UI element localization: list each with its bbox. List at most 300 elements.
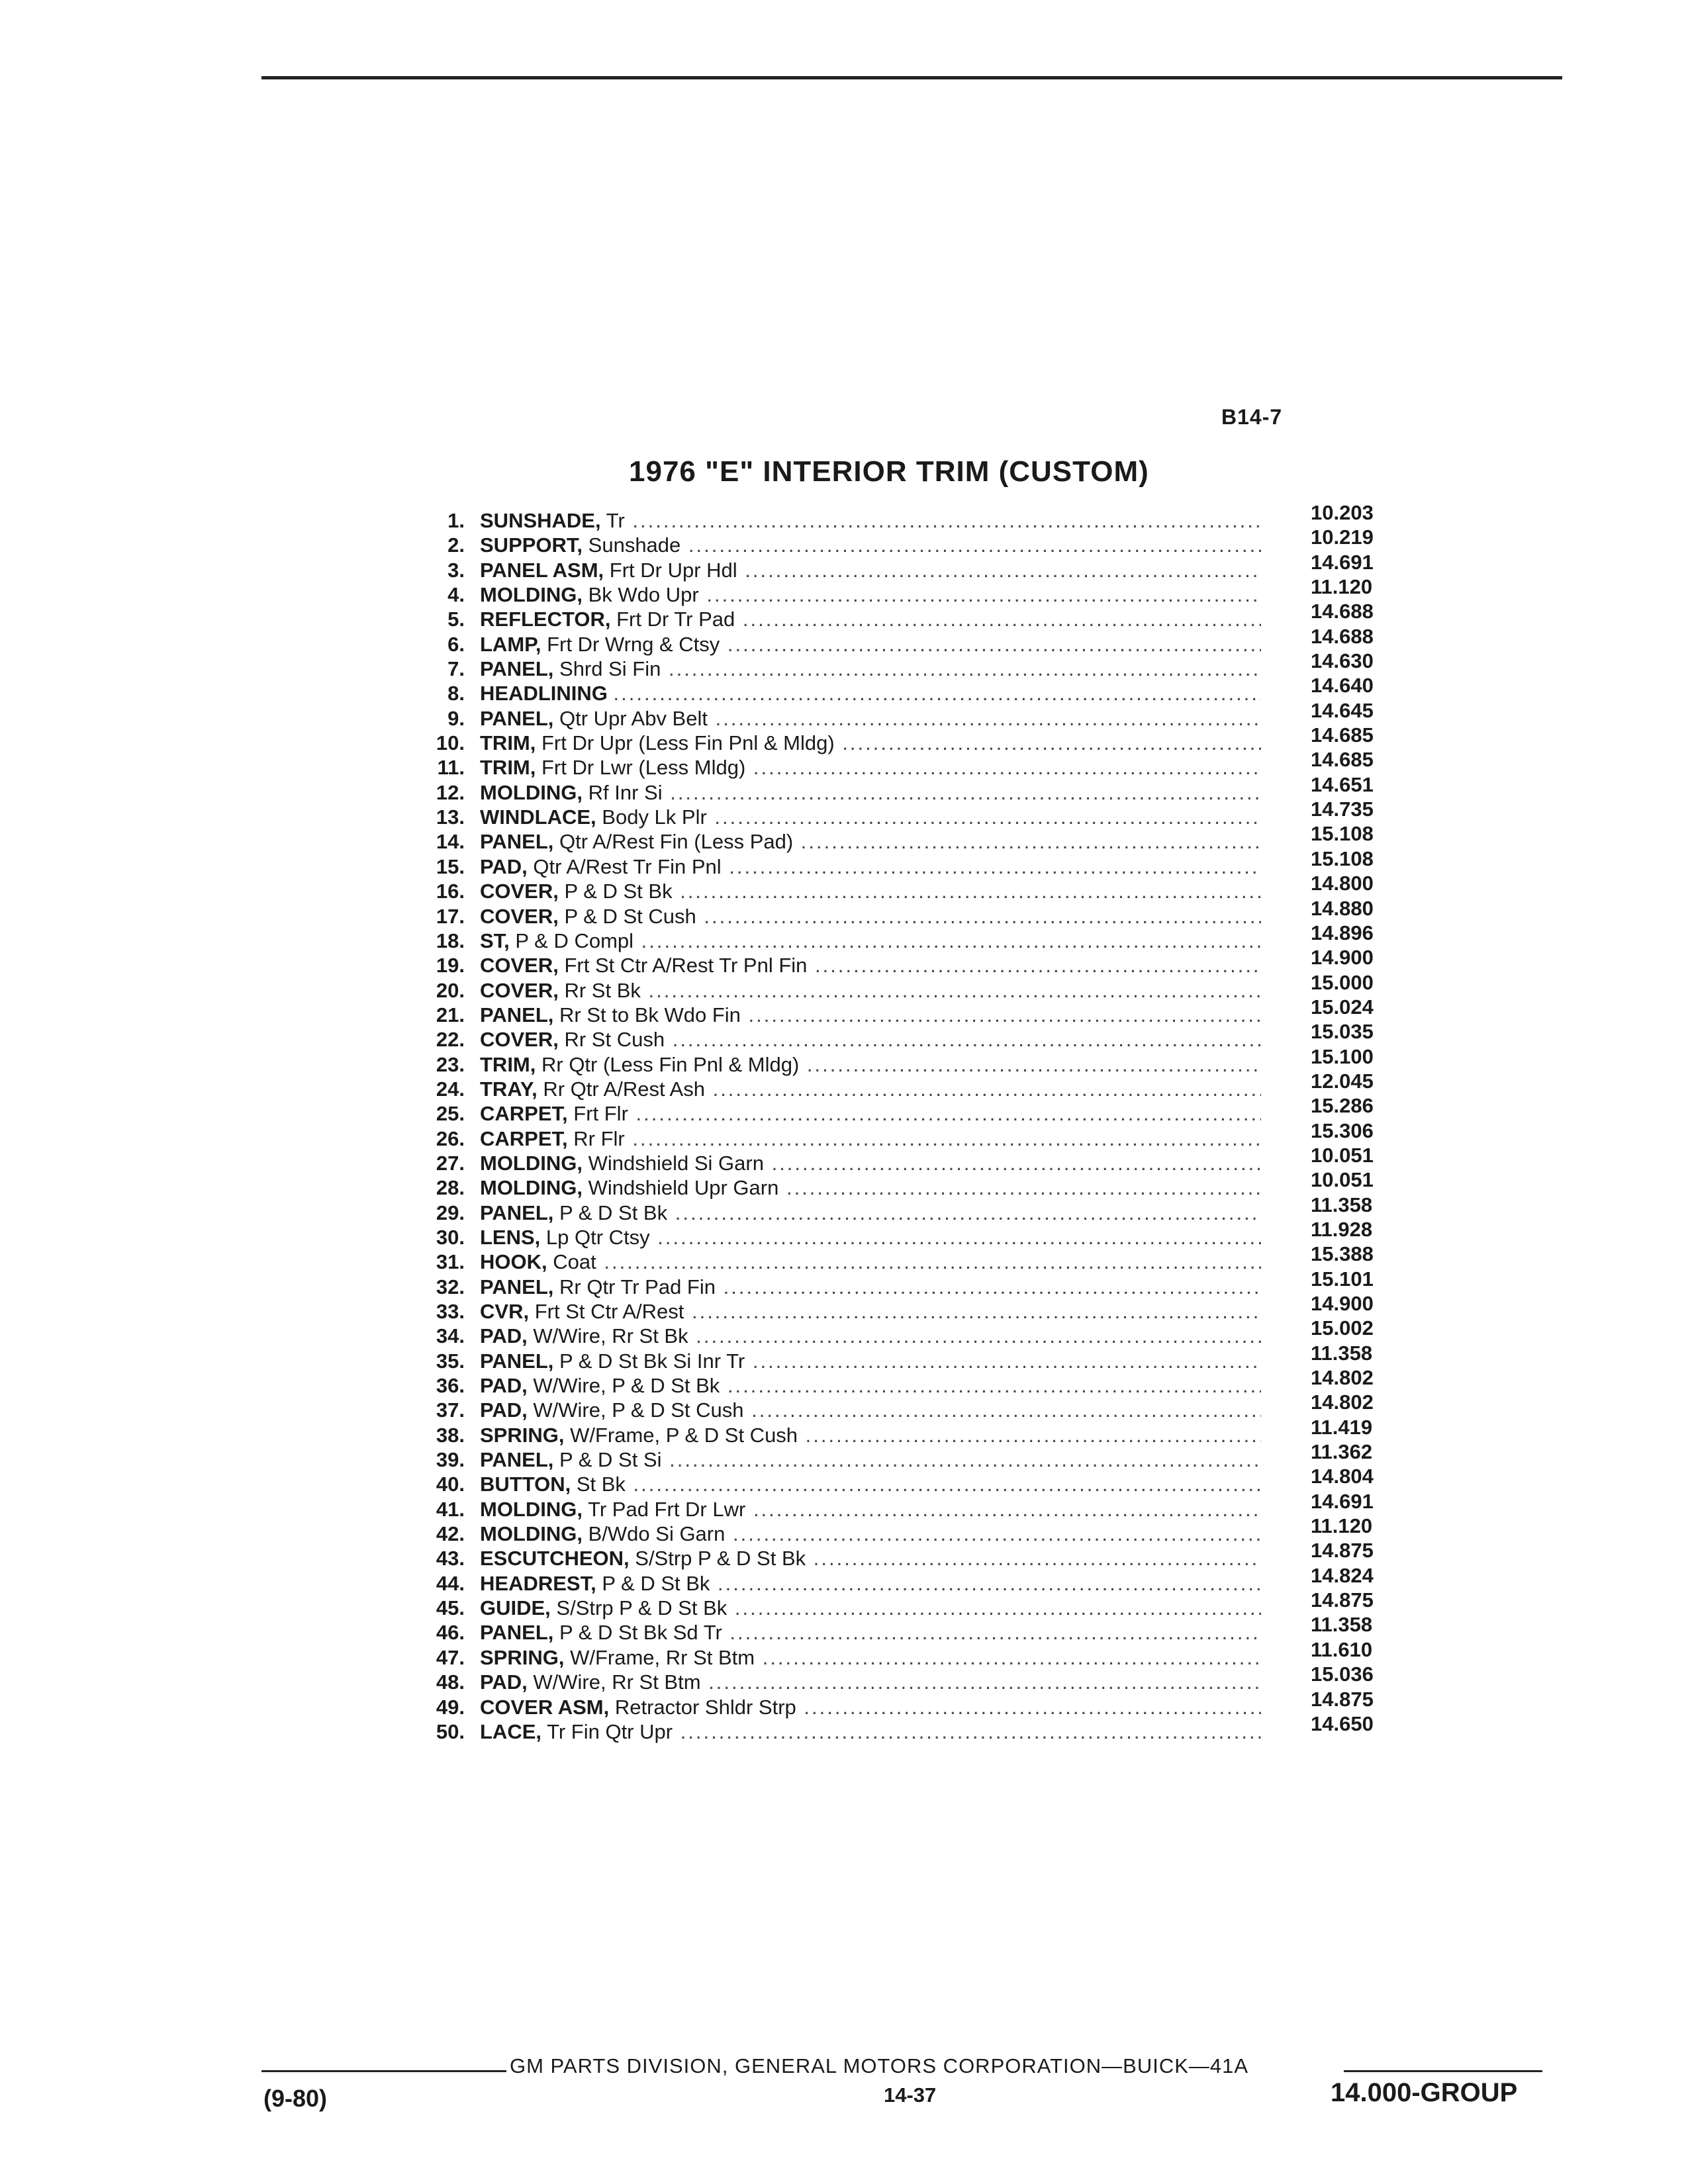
table-row xyxy=(417,1440,1410,1472)
part-code: 15.002 xyxy=(1311,1316,1374,1340)
part-number: 13. xyxy=(436,805,465,829)
part-code: 14.640 xyxy=(1311,674,1374,698)
footer-publisher: GM PARTS DIVISION, GENERAL MOTORS CORPORATION—BUICK—41A xyxy=(510,2054,1249,2077)
part-detail: Windshield Si Garn xyxy=(588,1151,764,1175)
part-description xyxy=(480,533,1261,557)
table-row xyxy=(417,995,1410,1027)
part-code: 14.685 xyxy=(1311,748,1374,772)
table-row xyxy=(417,1687,1410,1719)
part-number: 18. xyxy=(436,929,465,952)
part-name: CARPET, xyxy=(480,1126,568,1150)
footer-rule-right xyxy=(1344,2070,1542,2072)
table-row xyxy=(417,1193,1410,1225)
table-row xyxy=(417,1662,1410,1694)
part-detail: Qtr A/Rest Fin (Less Pad) xyxy=(559,830,794,854)
part-detail: P & D St Si xyxy=(559,1448,662,1472)
part-detail: P & D St Bk xyxy=(564,880,673,903)
part-description xyxy=(480,706,1261,731)
part-detail: Frt Dr Lwr (Less Mldg) xyxy=(541,756,746,780)
part-code: 15.108 xyxy=(1311,846,1374,870)
part-number: 24. xyxy=(436,1077,465,1101)
part-detail: S/Strp P & D St Bk xyxy=(635,1547,806,1570)
part-name: PANEL ASM, xyxy=(480,558,604,582)
table-row xyxy=(417,698,1410,731)
part-description xyxy=(480,1497,1261,1522)
part-detail: Rr St Bk xyxy=(564,978,641,1002)
part-description xyxy=(480,879,1261,903)
part-name: PANEL, xyxy=(480,830,554,854)
table-row xyxy=(417,1118,1410,1151)
part-name: WINDLACE, xyxy=(480,805,596,829)
part-name: TRIM, xyxy=(480,731,536,755)
part-detail: Lp Qtr Ctsy xyxy=(545,1225,650,1249)
part-name: MOLDING, xyxy=(480,1176,583,1200)
part-number: 3. xyxy=(447,558,465,582)
part-description xyxy=(480,1077,1261,1101)
table-row xyxy=(417,1390,1410,1422)
part-number: 6. xyxy=(447,632,465,656)
part-name: SUNSHADE, xyxy=(480,509,601,532)
table-row xyxy=(417,674,1410,705)
part-name: PAD, xyxy=(480,1670,528,1694)
part-number: 20. xyxy=(436,978,465,1002)
part-code: 14.824 xyxy=(1311,1563,1374,1587)
part-number: 46. xyxy=(436,1621,465,1645)
part-code: 15.000 xyxy=(1311,970,1374,994)
part-detail: Frt St Ctr A/Rest xyxy=(534,1300,684,1323)
table-row xyxy=(417,1316,1410,1348)
table-row xyxy=(417,797,1410,829)
part-detail: P & D St Bk xyxy=(559,1201,668,1224)
part-detail: Frt Dr Upr Hdl xyxy=(609,558,737,582)
table-row xyxy=(417,600,1410,631)
part-code: 10.051 xyxy=(1311,1168,1374,1192)
footer-date: (9-80) xyxy=(263,2085,328,2112)
part-code: 14.645 xyxy=(1311,698,1374,722)
part-number: 28. xyxy=(436,1176,465,1200)
table-row xyxy=(417,970,1410,1003)
part-code: 14.800 xyxy=(1311,872,1374,895)
table-row xyxy=(417,1489,1410,1522)
part-detail: Rf Inr Si xyxy=(588,780,663,804)
table-row xyxy=(417,1242,1410,1274)
part-code: 14.685 xyxy=(1311,723,1374,747)
part-code: 14.630 xyxy=(1311,649,1374,673)
part-number: 30. xyxy=(436,1225,465,1249)
part-description xyxy=(480,1175,1261,1200)
part-description xyxy=(480,953,1261,978)
part-code: 14.900 xyxy=(1311,946,1374,970)
part-number: 34. xyxy=(436,1324,465,1348)
part-detail: P & D St Cush xyxy=(564,904,696,928)
part-code: 14.691 xyxy=(1311,1489,1374,1513)
part-detail: Retractor Shldr Strp xyxy=(614,1695,796,1719)
part-detail: Frt Flr xyxy=(573,1102,628,1126)
part-code: 14.896 xyxy=(1311,921,1374,944)
part-detail: Bk Wdo Upr xyxy=(588,583,699,607)
part-name: COVER, xyxy=(480,880,559,903)
part-code: 15.388 xyxy=(1311,1242,1374,1266)
footer-rule-left xyxy=(261,2070,506,2072)
part-name: COVER, xyxy=(480,1028,559,1052)
part-detail: Qtr Upr Abv Belt xyxy=(559,706,708,730)
table-row xyxy=(417,1044,1410,1077)
part-code: 11.928 xyxy=(1311,1217,1373,1241)
part-detail: Coat xyxy=(553,1250,596,1274)
part-number: 41. xyxy=(436,1497,465,1521)
part-description xyxy=(480,657,1261,681)
part-code: 15.036 xyxy=(1311,1662,1374,1686)
table-row xyxy=(417,846,1410,879)
part-description xyxy=(480,1620,1261,1645)
table-row xyxy=(417,1415,1410,1447)
table-row xyxy=(417,624,1410,657)
part-detail: P & D St Bk Sd Tr xyxy=(559,1621,722,1645)
part-code: 11.358 xyxy=(1311,1193,1373,1216)
part-description xyxy=(480,1596,1261,1620)
part-code: 11.419 xyxy=(1311,1415,1373,1439)
part-name: PANEL, xyxy=(480,1349,554,1373)
part-code: 11.120 xyxy=(1311,575,1373,599)
part-description xyxy=(480,607,1261,631)
table-row xyxy=(417,1069,1410,1101)
part-name: PANEL, xyxy=(480,706,554,730)
part-number: 36. xyxy=(436,1374,465,1398)
part-number: 17. xyxy=(436,904,465,928)
part-description xyxy=(480,1423,1261,1447)
part-name: HEADREST, xyxy=(480,1571,596,1595)
part-code: 14.688 xyxy=(1311,600,1374,623)
part-description xyxy=(480,829,1261,854)
part-number: 5. xyxy=(447,608,465,631)
part-code: 15.035 xyxy=(1311,1020,1374,1044)
part-description xyxy=(480,1250,1261,1274)
table-row xyxy=(417,1292,1410,1324)
part-detail: Tr Pad Frt Dr Lwr xyxy=(588,1497,746,1521)
part-number: 35. xyxy=(436,1349,465,1373)
part-detail: Rr St to Bk Wdo Fin xyxy=(559,1003,741,1026)
table-row xyxy=(417,1094,1410,1126)
part-description xyxy=(480,1299,1261,1324)
part-description xyxy=(480,1571,1261,1596)
part-number: 48. xyxy=(436,1670,465,1694)
table-row xyxy=(417,1637,1410,1670)
part-number: 26. xyxy=(436,1126,465,1150)
part-description xyxy=(480,1398,1261,1422)
part-description xyxy=(480,929,1261,953)
part-code: 15.024 xyxy=(1311,995,1374,1019)
part-code: 15.306 xyxy=(1311,1118,1374,1142)
part-description xyxy=(480,904,1261,929)
part-name: SPRING, xyxy=(480,1645,565,1669)
part-detail: Rr St Cush xyxy=(564,1028,665,1052)
part-detail: P & D St Bk Si Inr Tr xyxy=(559,1349,745,1373)
part-number: 10. xyxy=(436,731,465,755)
table-row xyxy=(417,723,1410,755)
part-code: 14.804 xyxy=(1311,1465,1374,1488)
part-detail: St Bk xyxy=(576,1473,626,1496)
part-detail: Frt Dr Tr Pad xyxy=(616,608,735,631)
part-detail: Tr Fin Qtr Upr xyxy=(547,1719,673,1743)
part-description xyxy=(480,1670,1261,1694)
part-name: TRIM, xyxy=(480,756,536,780)
part-description xyxy=(480,1151,1261,1175)
part-number: 37. xyxy=(436,1398,465,1422)
part-detail: Rr Qtr A/Rest Ash xyxy=(543,1077,705,1101)
part-code: 10.051 xyxy=(1311,1143,1374,1167)
part-detail: W/Frame, P & D St Cush xyxy=(570,1423,798,1447)
part-detail: P & D St Bk xyxy=(602,1571,710,1595)
part-code: 15.286 xyxy=(1311,1094,1374,1118)
part-name: ST, xyxy=(480,929,510,952)
part-number: 1. xyxy=(447,509,465,532)
part-number: 16. xyxy=(436,880,465,903)
parts-list xyxy=(417,501,1410,1744)
part-number: 23. xyxy=(436,1052,465,1076)
part-number: 2. xyxy=(447,533,465,557)
part-number: 50. xyxy=(436,1719,465,1743)
part-name: COVER, xyxy=(480,954,559,978)
table-row xyxy=(417,1267,1410,1299)
part-number: 4. xyxy=(447,583,465,607)
part-name: MOLDING, xyxy=(480,780,583,804)
part-number: 42. xyxy=(436,1522,465,1546)
part-name: SUPPORT, xyxy=(480,533,583,557)
part-name: HOOK, xyxy=(480,1250,547,1274)
table-row xyxy=(417,921,1410,953)
part-description xyxy=(480,1546,1261,1570)
part-number: 29. xyxy=(436,1201,465,1224)
part-name: PANEL, xyxy=(480,1448,554,1472)
part-description xyxy=(480,755,1261,780)
part-name: PAD, xyxy=(480,854,528,878)
part-name: COVER ASM, xyxy=(480,1695,610,1719)
table-row xyxy=(417,1465,1410,1496)
part-number: 19. xyxy=(436,954,465,978)
part-code: 11.362 xyxy=(1311,1440,1373,1464)
part-name: MOLDING, xyxy=(480,1497,583,1521)
part-number: 32. xyxy=(436,1275,465,1298)
part-name: REFLECTOR, xyxy=(480,608,611,631)
table-row xyxy=(417,946,1410,978)
page-id: B14-7 xyxy=(1221,405,1283,429)
footer-group: 14.000-GROUP xyxy=(1331,2078,1518,2107)
part-name: CARPET, xyxy=(480,1102,568,1126)
part-number: 43. xyxy=(436,1547,465,1570)
table-row xyxy=(417,1588,1410,1620)
part-number: 31. xyxy=(436,1250,465,1274)
table-row xyxy=(417,748,1410,780)
part-name: TRAY, xyxy=(480,1077,538,1101)
part-code: 14.875 xyxy=(1311,1539,1374,1563)
part-number: 25. xyxy=(436,1102,465,1126)
part-code: 14.735 xyxy=(1311,797,1374,821)
part-detail: W/Wire, P & D St Cush xyxy=(533,1398,744,1422)
part-name: CVR, xyxy=(480,1300,530,1323)
part-number: 11. xyxy=(437,756,465,780)
part-code: 14.651 xyxy=(1311,772,1374,796)
part-code: 11.120 xyxy=(1311,1514,1373,1538)
part-description xyxy=(480,1522,1261,1546)
part-description xyxy=(480,1275,1261,1299)
part-description xyxy=(480,780,1261,805)
part-description xyxy=(480,731,1261,755)
table-row xyxy=(417,575,1410,607)
part-description xyxy=(480,1472,1261,1496)
part-number: 39. xyxy=(436,1448,465,1472)
part-name: BUTTON, xyxy=(480,1473,571,1496)
part-detail: Rr Qtr (Less Fin Pnl & Mldg) xyxy=(541,1052,800,1076)
part-description xyxy=(480,1373,1261,1398)
part-description xyxy=(480,1027,1261,1052)
part-detail: Rr Qtr Tr Pad Fin xyxy=(559,1275,716,1298)
part-name: LAMP, xyxy=(480,632,541,656)
part-number: 8. xyxy=(447,682,465,705)
part-description xyxy=(480,1052,1261,1077)
part-detail: W/Wire, P & D St Bk xyxy=(533,1374,720,1398)
part-detail: P & D Compl xyxy=(515,929,634,952)
table-row xyxy=(417,1366,1410,1398)
table-row xyxy=(417,1711,1410,1744)
part-name: GUIDE, xyxy=(480,1596,551,1620)
part-detail: Tr xyxy=(606,509,625,532)
part-description xyxy=(480,1645,1261,1670)
part-description xyxy=(480,582,1261,607)
part-description xyxy=(480,1225,1261,1250)
part-detail: Frt Dr Wrng & Ctsy xyxy=(547,632,720,656)
table-row xyxy=(417,896,1410,929)
part-name: PANEL, xyxy=(480,657,554,681)
part-code: 12.045 xyxy=(1311,1069,1374,1093)
table-row xyxy=(417,1020,1410,1052)
part-name: TRIM, xyxy=(480,1052,536,1076)
part-name: PANEL, xyxy=(480,1275,554,1298)
table-row xyxy=(417,772,1410,805)
part-description xyxy=(480,1324,1261,1348)
part-code: 15.100 xyxy=(1311,1044,1374,1068)
part-code: 14.691 xyxy=(1311,550,1374,574)
part-detail: Sunshade xyxy=(588,533,681,557)
part-number: 15. xyxy=(436,854,465,878)
part-name: LENS, xyxy=(480,1225,541,1249)
part-code: 14.875 xyxy=(1311,1588,1374,1612)
table-row xyxy=(417,872,1410,903)
page-title: 1976 "E" INTERIOR TRIM (CUSTOM) xyxy=(629,455,1149,488)
table-row xyxy=(417,1563,1410,1596)
part-description xyxy=(480,1719,1261,1744)
part-code: 14.802 xyxy=(1311,1366,1374,1390)
part-code: 14.875 xyxy=(1311,1687,1374,1711)
table-row xyxy=(417,1341,1410,1373)
part-detail: Frt St Ctr A/Rest Tr Pnl Fin xyxy=(564,954,808,978)
part-name: MOLDING, xyxy=(480,583,583,607)
table-row xyxy=(417,822,1410,854)
table-row xyxy=(417,501,1410,533)
part-code: 11.358 xyxy=(1311,1341,1373,1365)
part-name: ESCUTCHEON, xyxy=(480,1547,630,1570)
part-number: 44. xyxy=(436,1571,465,1595)
part-number: 47. xyxy=(436,1645,465,1669)
part-description xyxy=(480,558,1261,582)
part-description xyxy=(480,1003,1261,1027)
part-name: PAD, xyxy=(480,1374,528,1398)
table-row xyxy=(417,1168,1410,1200)
part-description xyxy=(480,508,1261,533)
part-number: 7. xyxy=(447,657,465,681)
part-name: PAD, xyxy=(480,1398,528,1422)
footer-page-number: 14-37 xyxy=(884,2083,937,2107)
part-number: 27. xyxy=(436,1151,465,1175)
part-detail: B/Wdo Si Garn xyxy=(588,1522,726,1546)
part-code: 10.219 xyxy=(1311,525,1374,549)
table-row xyxy=(417,1613,1410,1645)
part-description xyxy=(480,1695,1261,1719)
table-row xyxy=(417,649,1410,681)
part-name: HEADLINING xyxy=(480,682,608,705)
part-code: 10.203 xyxy=(1311,501,1374,524)
part-number: 22. xyxy=(436,1028,465,1052)
part-name: COVER, xyxy=(480,904,559,928)
part-detail: W/Wire, Rr St Bk xyxy=(533,1324,688,1348)
top-rule xyxy=(261,76,1562,79)
table-row xyxy=(417,1217,1410,1250)
table-row xyxy=(417,525,1410,557)
table-row xyxy=(417,550,1410,582)
part-detail: Windshield Upr Garn xyxy=(588,1176,779,1200)
part-description xyxy=(480,1201,1261,1225)
part-name: SPRING, xyxy=(480,1423,565,1447)
part-detail: Qtr A/Rest Tr Fin Pnl xyxy=(533,854,722,878)
part-number: 40. xyxy=(436,1473,465,1496)
part-name: COVER, xyxy=(480,978,559,1002)
part-code: 15.108 xyxy=(1311,822,1374,846)
part-detail: S/Strp P & D St Bk xyxy=(556,1596,727,1620)
part-description xyxy=(480,1447,1261,1472)
part-number: 49. xyxy=(436,1695,465,1719)
part-name: MOLDING, xyxy=(480,1151,583,1175)
part-code: 11.358 xyxy=(1311,1613,1373,1637)
part-description xyxy=(480,681,1261,705)
part-description xyxy=(480,854,1261,879)
part-name: PANEL, xyxy=(480,1621,554,1645)
part-description xyxy=(480,805,1261,829)
part-detail: W/Frame, Rr St Btm xyxy=(570,1645,755,1669)
part-number: 14. xyxy=(436,830,465,854)
part-detail: Frt Dr Upr (Less Fin Pnl & Mldg) xyxy=(541,731,835,755)
part-description xyxy=(480,1126,1261,1151)
part-detail: Rr Flr xyxy=(573,1126,625,1150)
part-description xyxy=(480,1349,1261,1373)
part-description xyxy=(480,632,1261,657)
table-row xyxy=(417,1514,1410,1546)
part-detail: Body Lk Plr xyxy=(602,805,707,829)
part-code: 14.900 xyxy=(1311,1292,1374,1315)
part-detail: Shrd Si Fin xyxy=(559,657,661,681)
part-number: 21. xyxy=(436,1003,465,1026)
part-number: 38. xyxy=(436,1423,465,1447)
part-number: 9. xyxy=(447,706,465,730)
part-name: PAD, xyxy=(480,1324,528,1348)
part-code: 14.880 xyxy=(1311,896,1374,920)
part-name: PANEL, xyxy=(480,1201,554,1224)
part-name: PANEL, xyxy=(480,1003,554,1026)
part-name: MOLDING, xyxy=(480,1522,583,1546)
table-row xyxy=(417,1143,1410,1175)
part-code: 14.688 xyxy=(1311,624,1374,648)
part-code: 11.610 xyxy=(1311,1637,1373,1661)
part-number: 12. xyxy=(436,780,465,804)
part-description xyxy=(480,978,1261,1003)
